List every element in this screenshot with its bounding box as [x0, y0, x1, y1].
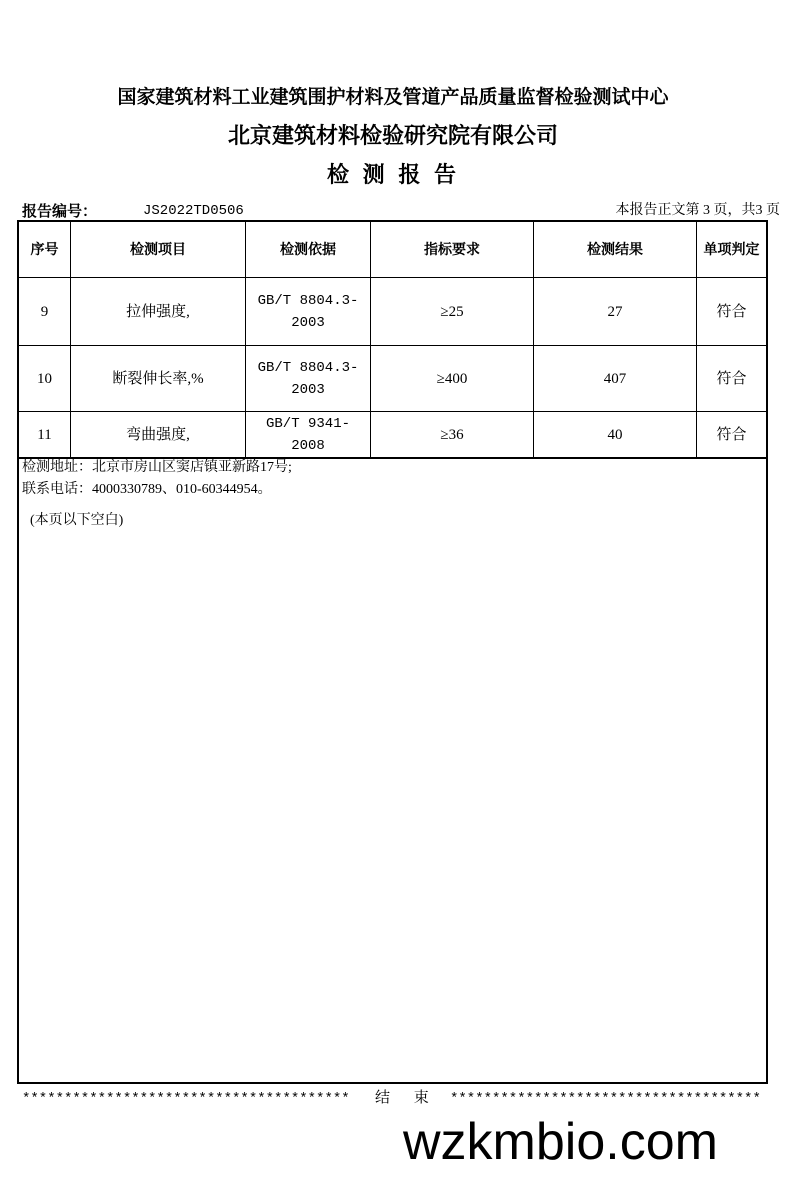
- page-info: 本报告正文第 3 页，共3 页: [615, 203, 780, 218]
- institute-name: 北京建筑材料检验研究院有限公司: [227, 124, 558, 149]
- footer-stars-left: ***************************************: [22, 1091, 350, 1107]
- cell-basis: [246, 346, 370, 411]
- test-address: 检测地址：北京市房山区窦店镇亚新路17号;: [22, 460, 292, 475]
- column-header-result: 检测结果: [587, 241, 643, 258]
- cell-verdict: 符合: [716, 427, 747, 443]
- column-header-basis: 检测依据: [280, 241, 336, 258]
- cell-basis-line: 2003: [291, 381, 325, 398]
- contact-phone: 联系电话：4000330789、010-60344954。: [22, 482, 272, 497]
- cell-basis-line: GB/T 9341-: [265, 416, 350, 432]
- cell-basis: [246, 412, 370, 458]
- cell-requirement: ≥36: [440, 427, 464, 443]
- cell-item: 拉伸强度,: [126, 303, 190, 320]
- cell-requirement: ≥25: [440, 303, 464, 320]
- column-header-no: 序号: [30, 241, 59, 258]
- cell-basis-line: GB/T 8804.3-: [257, 292, 359, 309]
- end-label: 结 束: [375, 1090, 439, 1106]
- column-header-requirement: 指标要求: [424, 241, 480, 258]
- cell-item: 断裂伸长率,%: [112, 370, 204, 387]
- cell-no: 11: [37, 427, 52, 443]
- column-header-item: 检测项目: [130, 241, 186, 258]
- cell-verdict: 符合: [716, 370, 747, 387]
- blank-notice: (本页以下空白): [30, 513, 124, 528]
- cell-result: 40: [607, 427, 623, 443]
- cell-basis-line: 2008: [291, 438, 325, 454]
- report-title: 检 测 报 告: [327, 163, 459, 188]
- cell-no: 9: [40, 303, 49, 320]
- cell-basis-line: 2003: [291, 314, 325, 331]
- cell-basis: [246, 278, 370, 345]
- cell-result: 407: [603, 370, 627, 387]
- cell-item: 弯曲强度,: [126, 427, 190, 443]
- column-header-verdict: 单项判定: [703, 241, 760, 258]
- organization-name: 国家建筑材料工业建筑围护材料及管道产品质量监督检验测试中心: [117, 86, 669, 108]
- cell-result: 27: [607, 303, 623, 320]
- report-number: JS2022TD0506: [143, 203, 244, 219]
- report-number-label: 报告编号：: [22, 202, 98, 220]
- cell-no: 10: [37, 370, 52, 387]
- watermark-text: wzkmbio.com: [403, 1113, 718, 1171]
- cell-verdict: 符合: [716, 303, 747, 320]
- footer-stars-right: *************************************: [450, 1091, 761, 1107]
- cell-requirement: ≥400: [436, 370, 468, 387]
- cell-basis-line: GB/T 8804.3-: [257, 359, 359, 376]
